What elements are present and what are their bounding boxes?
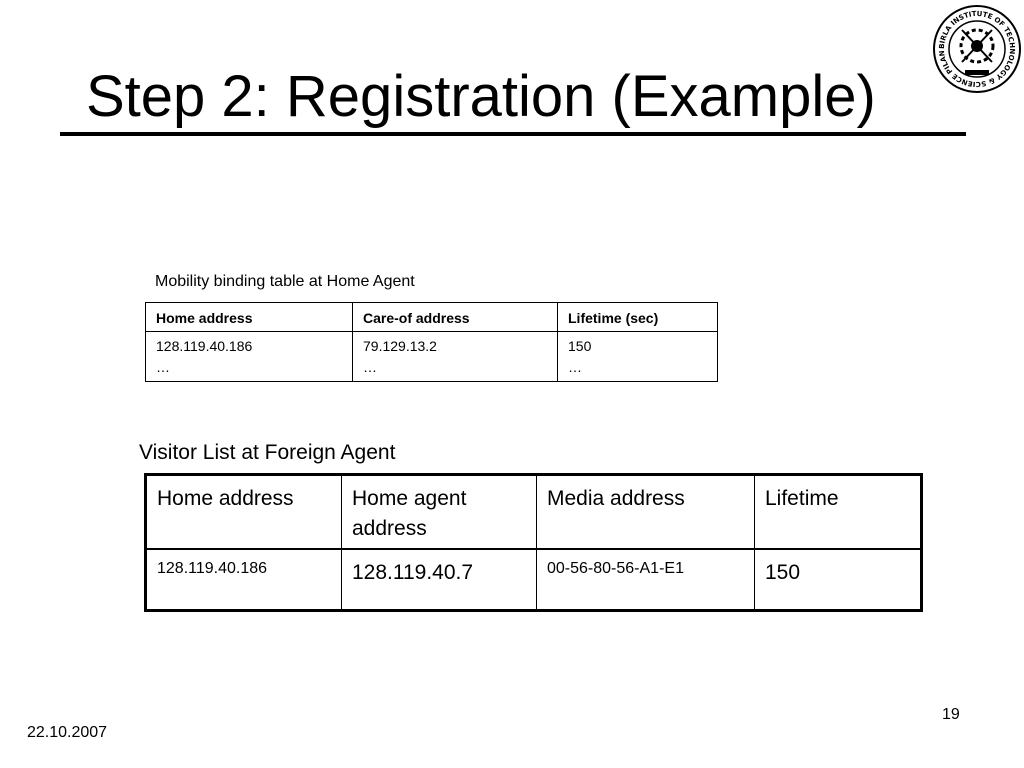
table-row: [146, 356, 718, 382]
column-header: Care-of address: [353, 303, 558, 332]
table-cell: …: [353, 356, 558, 382]
column-header: Lifetime: [755, 475, 922, 550]
foreign-agent-visitor-table: [144, 473, 923, 612]
table-cell: …: [558, 356, 718, 382]
title-underline: [60, 132, 966, 136]
seal-ring-text: BIRLA INSTITUTE OF TECHNOLOGY & SCIENCE PILAN: [937, 9, 1017, 89]
column-header: Home address: [146, 475, 342, 550]
institute-seal-icon: [932, 4, 1022, 94]
slide-date: 22.10.2007: [27, 724, 108, 741]
table-cell: 150: [755, 549, 922, 611]
page-number: 19: [942, 706, 960, 723]
slide-title: Step 2: Registration (Example): [86, 64, 876, 129]
table-cell: …: [146, 356, 353, 382]
home-agent-table-caption: Mobility binding table at Home Agent: [155, 273, 415, 290]
column-header: Media address: [537, 475, 755, 550]
table-header-row: [146, 303, 718, 332]
table-cell: 128.119.40.7: [342, 549, 537, 611]
table-header-row: [146, 475, 922, 550]
table-row: [146, 549, 922, 611]
column-header: Home address: [146, 303, 353, 332]
table-row: [146, 332, 718, 357]
table-cell: 150: [558, 332, 718, 357]
table-cell: 00-56-80-56-A1-E1: [537, 549, 755, 611]
table-cell: 128.119.40.186: [146, 549, 342, 611]
table-cell: 79.129.13.2: [353, 332, 558, 357]
column-header: Lifetime (sec): [558, 303, 718, 332]
column-header: Home agent address: [342, 475, 537, 550]
table-cell: 128.119.40.186: [146, 332, 353, 357]
home-agent-binding-table: [145, 302, 718, 382]
foreign-agent-table-caption: Visitor List at Foreign Agent: [139, 441, 396, 464]
